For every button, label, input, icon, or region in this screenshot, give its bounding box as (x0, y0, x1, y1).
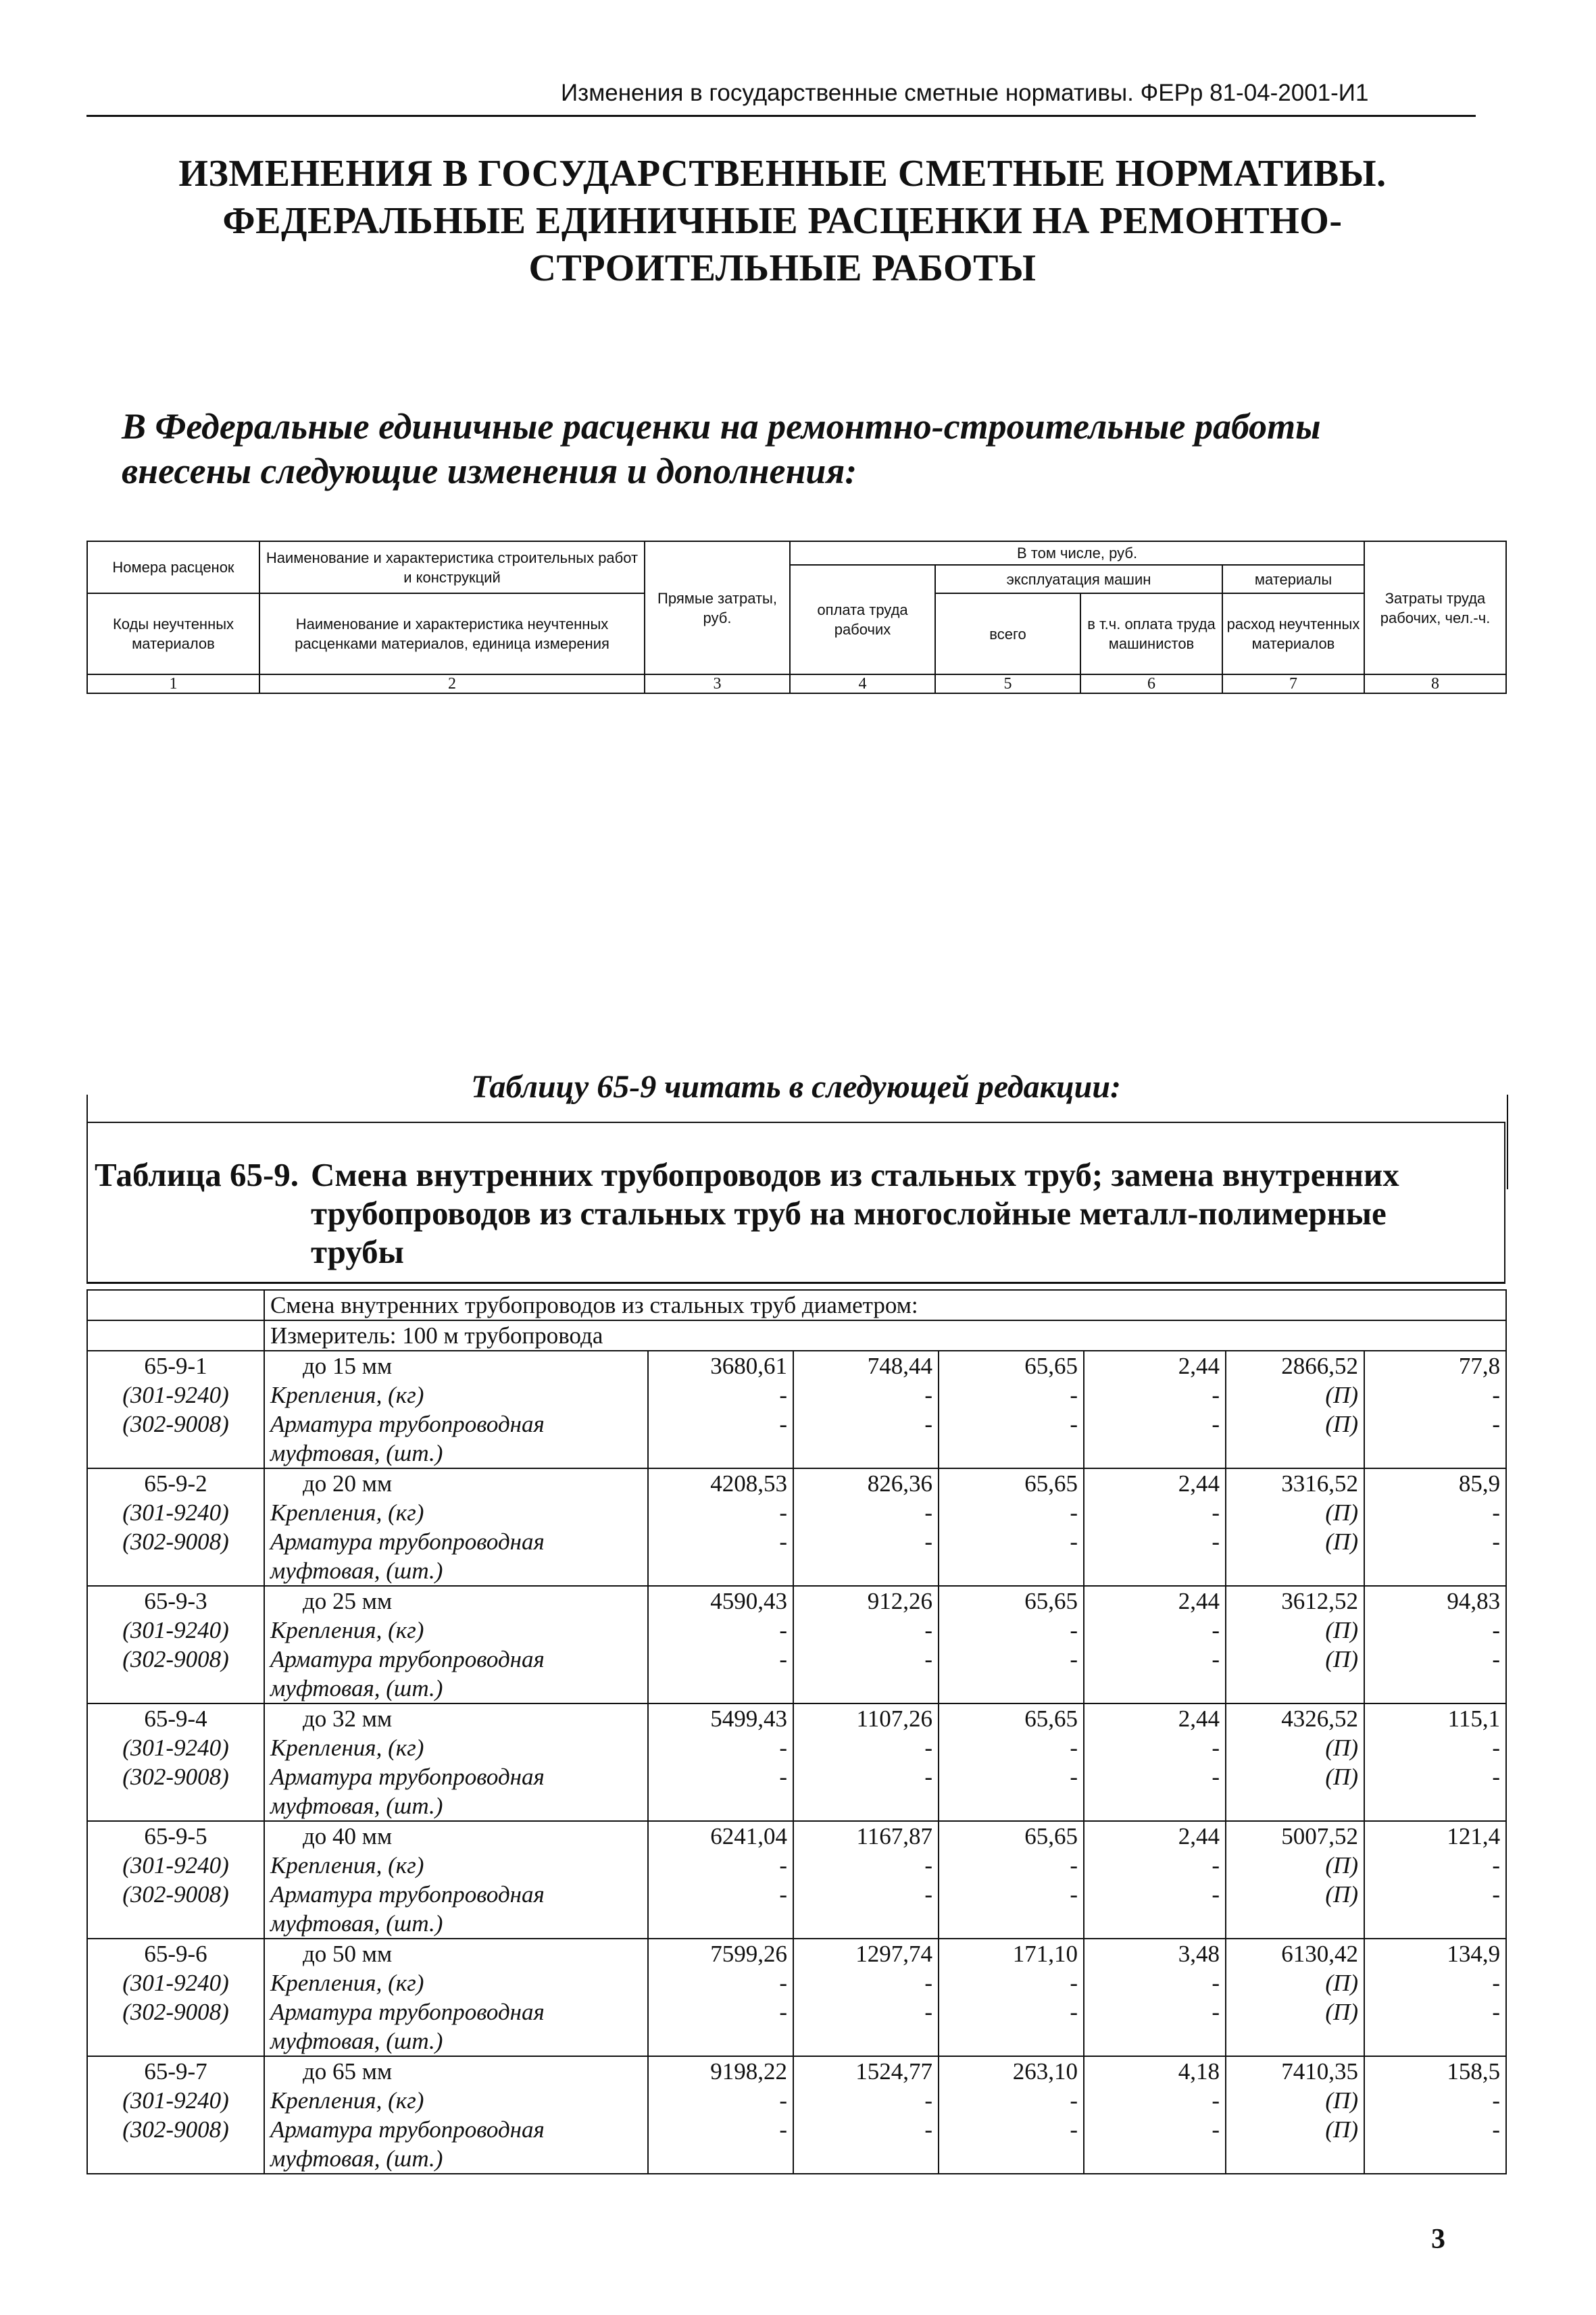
legend-col-number: 3 (645, 674, 790, 693)
material-project-mark: (П) (1226, 1851, 1364, 1880)
material-name: Крепления, (кг) (264, 1851, 648, 1880)
material-dash: - (939, 1645, 1084, 1674)
material-name-continuation: муфтовая, (шт.) (264, 1674, 648, 1703)
material-row (87, 1380, 1506, 1410)
material-row (87, 2115, 1506, 2144)
legend-materials: материалы (1222, 565, 1364, 593)
table-title-line-1: Смена внутренних трубопроводов из стальных труб; замена внутренних (311, 1156, 1399, 1193)
rate-machinist-pay: 4,18 (1084, 2056, 1226, 2086)
table-title-box (86, 1122, 1505, 1284)
material-code: (302-9008) (87, 1410, 264, 1439)
material-dash: - (1364, 1380, 1506, 1410)
material-dash: - (648, 1880, 793, 1909)
material-dash: - (939, 1380, 1084, 1410)
rate-materials: 3612,52 (1226, 1586, 1364, 1616)
material-dash: - (648, 1527, 793, 1556)
material-project-mark: (П) (1226, 1410, 1364, 1439)
material-code-empty (87, 2026, 264, 2056)
rate-worker-pay: 748,44 (793, 1351, 939, 1380)
legend-col-number: 7 (1222, 674, 1364, 693)
rate-labor: 134,9 (1364, 1939, 1506, 1968)
rate-worker-pay: 912,26 (793, 1586, 939, 1616)
empty-cell (1226, 2144, 1364, 2174)
material-dash: - (793, 1410, 939, 1439)
rate-worker-pay: 1524,77 (793, 2056, 939, 2086)
material-code: (301-9240) (87, 1380, 264, 1410)
material-dash: - (1364, 2086, 1506, 2115)
material-dash: - (648, 1410, 793, 1439)
material-code: (301-9240) (87, 1968, 264, 1997)
legend-col-number: 5 (935, 674, 1080, 693)
rate-labor: 85,9 (1364, 1468, 1506, 1498)
material-dash: - (1084, 1851, 1226, 1880)
material-dash: - (1084, 1410, 1226, 1439)
material-code: (302-9008) (87, 1762, 264, 1791)
legend-col-number: 2 (259, 674, 645, 693)
rate-machinist-pay: 2,44 (1084, 1468, 1226, 1498)
material-project-mark: (П) (1226, 1762, 1364, 1791)
rate-code: 65-9-6 (87, 1939, 264, 1968)
material-name: Арматура трубопроводная (264, 1527, 648, 1556)
empty-cell (1364, 1909, 1506, 1939)
material-dash: - (1364, 1997, 1506, 2026)
empty-cell (648, 2144, 793, 2174)
material-row (87, 1410, 1506, 1439)
material-row (87, 1645, 1506, 1674)
material-dash: - (939, 1616, 1084, 1645)
empty-cell (793, 1791, 939, 1821)
material-dash: - (1364, 1498, 1506, 1527)
rate-name: до 20 мм (264, 1468, 648, 1498)
table-title-line-3: трубы (311, 1233, 404, 1270)
legend-machine-operation: эксплуатация машин (935, 565, 1222, 593)
material-code: (302-9008) (87, 2115, 264, 2144)
material-dash: - (648, 1645, 793, 1674)
rate-name: до 40 мм (264, 1821, 648, 1851)
empty-cell (1226, 1791, 1364, 1821)
material-name: Крепления, (кг) (264, 1616, 648, 1645)
rate-worker-pay: 826,36 (793, 1468, 939, 1498)
rate-machine-total: 65,65 (939, 1586, 1084, 1616)
material-name-continuation: муфтовая, (шт.) (264, 1791, 648, 1821)
rate-worker-pay: 1107,26 (793, 1703, 939, 1733)
empty-cell (793, 1909, 939, 1939)
rate-code: 65-9-1 (87, 1351, 264, 1380)
material-dash: - (939, 1733, 1084, 1762)
material-project-mark: (П) (1226, 2115, 1364, 2144)
material-dash: - (793, 1762, 939, 1791)
rate-materials: 3316,52 (1226, 1468, 1364, 1498)
material-project-mark: (П) (1226, 1527, 1364, 1556)
rate-labor: 158,5 (1364, 2056, 1506, 2086)
rate-row (87, 1939, 1506, 1968)
empty-cell (1226, 1674, 1364, 1703)
material-code: (301-9240) (87, 1498, 264, 1527)
material-dash: - (1084, 1498, 1226, 1527)
material-dash: - (648, 1616, 793, 1645)
rate-labor: 94,83 (1364, 1586, 1506, 1616)
empty-cell (939, 1439, 1084, 1468)
rate-machine-total: 65,65 (939, 1703, 1084, 1733)
material-row (87, 1851, 1506, 1880)
material-dash: - (939, 1762, 1084, 1791)
rate-materials: 2866,52 (1226, 1351, 1364, 1380)
material-code-empty (87, 1909, 264, 1939)
material-dash: - (793, 1380, 939, 1410)
material-code-empty (87, 1791, 264, 1821)
rate-machinist-pay: 2,44 (1084, 1351, 1226, 1380)
empty-cell (1364, 2144, 1506, 2174)
material-dash: - (793, 2115, 939, 2144)
rate-materials: 6130,42 (1226, 1939, 1364, 1968)
rate-materials: 7410,35 (1226, 2056, 1364, 2086)
material-row-continuation (87, 1556, 1506, 1586)
table-title-label: Таблица 65-9. (95, 1156, 299, 1193)
unit-row (87, 1320, 1506, 1351)
empty-cell (793, 1556, 939, 1586)
rate-code: 65-9-2 (87, 1468, 264, 1498)
material-row (87, 2086, 1506, 2115)
legend-labor-costs: Затраты труда рабочих, чел.-ч. (1364, 541, 1506, 674)
rate-row (87, 1351, 1506, 1380)
rate-name: до 32 мм (264, 1703, 648, 1733)
material-row (87, 1997, 1506, 2026)
material-dash: - (648, 1380, 793, 1410)
material-name: Крепления, (кг) (264, 1968, 648, 1997)
rate-direct-costs: 6241,04 (648, 1821, 793, 1851)
main-title-line-1: ИЗМЕНЕНИЯ В ГОСУДАРСТВЕННЫЕ СМЕТНЫЕ НОРМАТИВЫ. (178, 153, 1387, 195)
material-code-empty (87, 1439, 264, 1468)
material-row (87, 1762, 1506, 1791)
empty-cell (793, 1674, 939, 1703)
rate-code: 65-9-4 (87, 1703, 264, 1733)
main-title-line-3: СТРОИТЕЛЬНЫЕ РАБОТЫ (528, 247, 1037, 289)
material-code-empty (87, 2144, 264, 2174)
empty-cell (1364, 2026, 1506, 2056)
material-dash: - (1084, 1762, 1226, 1791)
empty-cell (1084, 1909, 1226, 1939)
material-code: (302-9008) (87, 1527, 264, 1556)
material-dash: - (939, 1851, 1084, 1880)
material-dash: - (1364, 1851, 1506, 1880)
material-name-continuation: муфтовая, (шт.) (264, 1556, 648, 1586)
legend-col-number: 1 (87, 674, 259, 693)
empty-cell (1364, 1439, 1506, 1468)
rate-direct-costs: 4208,53 (648, 1468, 793, 1498)
material-name-continuation: муфтовая, (шт.) (264, 1439, 648, 1468)
material-code: (302-9008) (87, 1880, 264, 1909)
rate-row (87, 1468, 1506, 1498)
material-row (87, 1616, 1506, 1645)
material-name-continuation: муфтовая, (шт.) (264, 2144, 648, 2174)
material-dash: - (1084, 1880, 1226, 1909)
material-row (87, 1498, 1506, 1527)
page-number: 3 (1431, 2224, 1445, 2255)
empty-cell (1364, 1791, 1506, 1821)
rate-code: 65-9-7 (87, 2056, 264, 2086)
legend-direct-costs: Прямые затраты, руб. (645, 541, 790, 674)
rate-code: 65-9-3 (87, 1586, 264, 1616)
legend-uncounted-consumption: расход неучтенных материалов (1222, 593, 1364, 674)
material-dash: - (939, 2086, 1084, 2115)
empty-cell (939, 2144, 1084, 2174)
legend-col-number: 8 (1364, 674, 1506, 693)
material-dash: - (1364, 1733, 1506, 1762)
empty-cell (648, 1439, 793, 1468)
table-title-text (311, 1155, 1399, 1271)
material-dash: - (1084, 1645, 1226, 1674)
material-row-continuation (87, 1791, 1506, 1821)
empty-cell (939, 1909, 1084, 1939)
rate-labor: 121,4 (1364, 1821, 1506, 1851)
rate-materials: 4326,52 (1226, 1703, 1364, 1733)
empty-cell (1226, 1556, 1364, 1586)
rate-labor: 77,8 (1364, 1351, 1506, 1380)
legend-rate-numbers: Номера расценок (87, 541, 259, 593)
empty-cell (1084, 1674, 1226, 1703)
rate-direct-costs: 4590,43 (648, 1586, 793, 1616)
material-project-mark: (П) (1226, 1733, 1364, 1762)
rate-row (87, 1703, 1506, 1733)
rate-name: до 65 мм (264, 2056, 648, 2086)
rate-code: 65-9-5 (87, 1821, 264, 1851)
material-project-mark: (П) (1226, 1380, 1364, 1410)
material-dash: - (648, 1733, 793, 1762)
material-dash: - (1084, 1380, 1226, 1410)
material-dash: - (939, 2115, 1084, 2144)
material-project-mark: (П) (1226, 1968, 1364, 1997)
empty-cell (939, 2026, 1084, 2056)
legend-table (86, 541, 1507, 694)
material-name: Крепления, (кг) (264, 1380, 648, 1410)
material-dash: - (1364, 1410, 1506, 1439)
material-name: Арматура трубопроводная (264, 2115, 648, 2144)
running-header: Изменения в государственные сметные нормативы. ФЕРр 81-04-2001-И1 (561, 80, 1369, 106)
material-dash: - (1364, 1762, 1506, 1791)
material-dash: - (1084, 1527, 1226, 1556)
material-dash: - (1364, 2115, 1506, 2144)
main-title (86, 150, 1478, 292)
main-title-line-2: ФЕДЕРАЛЬНЫЕ ЕДИНИЧНЫЕ РАСЦЕНКИ НА РЕМОНТНО- (222, 200, 1343, 242)
empty-cell (939, 1674, 1084, 1703)
empty-cell (1364, 1674, 1506, 1703)
section-name: Смена внутренних трубопроводов из стальных труб диаметром: (264, 1290, 1506, 1320)
material-code-empty (87, 1556, 264, 1586)
empty-cell (1226, 2026, 1364, 2056)
material-name-continuation: муфтовая, (шт.) (264, 2026, 648, 2056)
material-project-mark: (П) (1226, 1880, 1364, 1909)
material-dash: - (793, 1498, 939, 1527)
rate-name: до 50 мм (264, 1939, 648, 1968)
material-code: (302-9008) (87, 1997, 264, 2026)
empty-cell (1084, 1439, 1226, 1468)
rate-name: до 25 мм (264, 1586, 648, 1616)
material-row-continuation (87, 2026, 1506, 2056)
material-name: Крепления, (кг) (264, 1733, 648, 1762)
material-name: Крепления, (кг) (264, 1498, 648, 1527)
material-row (87, 1968, 1506, 1997)
material-name: Арматура трубопроводная (264, 1762, 648, 1791)
empty-cell (939, 1556, 1084, 1586)
material-dash: - (939, 1997, 1084, 2026)
section-row (87, 1290, 1506, 1320)
intro-line-1: В Федеральные единичные расценки на ремонтно-строительные работы (122, 406, 1321, 447)
material-dash: - (648, 1762, 793, 1791)
material-dash: - (648, 1968, 793, 1997)
rate-row (87, 1586, 1506, 1616)
empty-cell (1084, 1791, 1226, 1821)
material-dash: - (1084, 1968, 1226, 1997)
redaction-note: Таблицу 65-9 читать в следующей редакции: (470, 1069, 1122, 1105)
material-name: Арматура трубопроводная (264, 1645, 648, 1674)
rate-machine-total: 65,65 (939, 1468, 1084, 1498)
empty-cell (648, 1909, 793, 1939)
material-dash: - (1084, 1997, 1226, 2026)
material-dash: - (648, 1997, 793, 2026)
material-dash: - (793, 1733, 939, 1762)
legend-incl-rub: В том числе, руб. (790, 541, 1364, 565)
material-dash: - (939, 1968, 1084, 1997)
material-row (87, 1527, 1506, 1556)
rate-worker-pay: 1167,87 (793, 1821, 939, 1851)
material-project-mark: (П) (1226, 1616, 1364, 1645)
rates-table (86, 1289, 1507, 2174)
section-unit: Измеритель: 100 м трубопровода (264, 1320, 1506, 1351)
empty-cell (648, 2026, 793, 2056)
intro-line-2: внесены следующие изменения и дополнения: (122, 451, 857, 491)
rate-direct-costs: 7599,26 (648, 1939, 793, 1968)
material-dash: - (939, 1880, 1084, 1909)
material-dash: - (648, 1851, 793, 1880)
empty-cell (1226, 1909, 1364, 1939)
empty-cell (1084, 1556, 1226, 1586)
material-dash: - (1084, 2115, 1226, 2144)
material-dash: - (1364, 1880, 1506, 1909)
material-project-mark: (П) (1226, 1997, 1364, 2026)
legend-name-of-works: Наименование и характеристика строительных работ и конструкций (259, 541, 645, 593)
material-dash: - (793, 1997, 939, 2026)
empty-cell (939, 1791, 1084, 1821)
material-row-continuation (87, 1674, 1506, 1703)
material-row (87, 1880, 1506, 1909)
rate-row (87, 2056, 1506, 2086)
material-dash: - (648, 1498, 793, 1527)
material-dash: - (939, 1410, 1084, 1439)
material-project-mark: (П) (1226, 1498, 1364, 1527)
material-dash: - (793, 1616, 939, 1645)
material-dash: - (1084, 1733, 1226, 1762)
material-row-continuation (87, 1909, 1506, 1939)
material-code: (301-9240) (87, 1616, 264, 1645)
legend-col-number: 4 (790, 674, 935, 693)
material-row-continuation (87, 1439, 1506, 1468)
material-dash: - (1364, 1645, 1506, 1674)
empty-cell (1084, 2026, 1226, 2056)
material-dash: - (793, 1851, 939, 1880)
material-code: (301-9240) (87, 1733, 264, 1762)
material-row-continuation (87, 2144, 1506, 2174)
empty-cell (793, 2144, 939, 2174)
material-dash: - (1364, 1527, 1506, 1556)
legend-uncounted-name: Наименование и характеристика неучтенных расценками материалов, единица измерения (259, 593, 645, 674)
header-rule (86, 115, 1476, 117)
material-dash: - (1364, 1616, 1506, 1645)
rate-worker-pay: 1297,74 (793, 1939, 939, 1968)
empty-cell (793, 1439, 939, 1468)
empty-cell (648, 1791, 793, 1821)
empty-cell (1226, 1439, 1364, 1468)
empty-cell (648, 1674, 793, 1703)
rate-machine-total: 65,65 (939, 1351, 1084, 1380)
material-dash: - (793, 1968, 939, 1997)
rate-direct-costs: 3680,61 (648, 1351, 793, 1380)
material-row (87, 1733, 1506, 1762)
table-title-line-2: трубопроводов из стальных труб на многослойные металл-полимерные (311, 1195, 1387, 1232)
legend-uncounted-codes: Коды неучтенных материалов (87, 593, 259, 674)
rate-materials: 5007,52 (1226, 1821, 1364, 1851)
rate-labor: 115,1 (1364, 1703, 1506, 1733)
material-name: Арматура трубопроводная (264, 1997, 648, 2026)
material-dash: - (1364, 1968, 1506, 1997)
material-dash: - (939, 1527, 1084, 1556)
intro-paragraph (122, 404, 1480, 493)
material-dash: - (648, 2115, 793, 2144)
rate-direct-costs: 9198,22 (648, 2056, 793, 2086)
legend-col-number: 6 (1080, 674, 1222, 693)
material-dash: - (1084, 1616, 1226, 1645)
rate-machine-total: 263,10 (939, 2056, 1084, 2086)
rate-name: до 15 мм (264, 1351, 648, 1380)
rate-machine-total: 171,10 (939, 1939, 1084, 1968)
material-code-empty (87, 1674, 264, 1703)
material-dash: - (793, 1645, 939, 1674)
rate-row (87, 1821, 1506, 1851)
rate-machine-total: 65,65 (939, 1821, 1084, 1851)
rate-machinist-pay: 2,44 (1084, 1821, 1226, 1851)
empty-cell (648, 1556, 793, 1586)
material-project-mark: (П) (1226, 2086, 1364, 2115)
material-name: Крепления, (кг) (264, 2086, 648, 2115)
material-dash: - (939, 1498, 1084, 1527)
material-dash: - (648, 2086, 793, 2115)
legend-worker-pay: оплата труда рабочих (790, 565, 935, 674)
empty-cell (1364, 1556, 1506, 1586)
material-name: Арматура трубопроводная (264, 1880, 648, 1909)
legend-incl-machinist-pay: в т.ч. оплата труда машинистов (1080, 593, 1222, 674)
material-dash: - (793, 2086, 939, 2115)
legend-total: всего (935, 593, 1080, 674)
rate-machinist-pay: 3,48 (1084, 1939, 1226, 1968)
material-dash: - (1084, 2086, 1226, 2115)
empty-cell (793, 2026, 939, 2056)
material-code: (301-9240) (87, 2086, 264, 2115)
rate-direct-costs: 5499,43 (648, 1703, 793, 1733)
rate-machinist-pay: 2,44 (1084, 1586, 1226, 1616)
rate-machinist-pay: 2,44 (1084, 1703, 1226, 1733)
material-code: (301-9240) (87, 1851, 264, 1880)
material-name-continuation: муфтовая, (шт.) (264, 1909, 648, 1939)
material-dash: - (793, 1880, 939, 1909)
material-code: (302-9008) (87, 1645, 264, 1674)
material-name: Арматура трубопроводная (264, 1410, 648, 1439)
empty-cell (1084, 2144, 1226, 2174)
material-dash: - (793, 1527, 939, 1556)
material-project-mark: (П) (1226, 1645, 1364, 1674)
